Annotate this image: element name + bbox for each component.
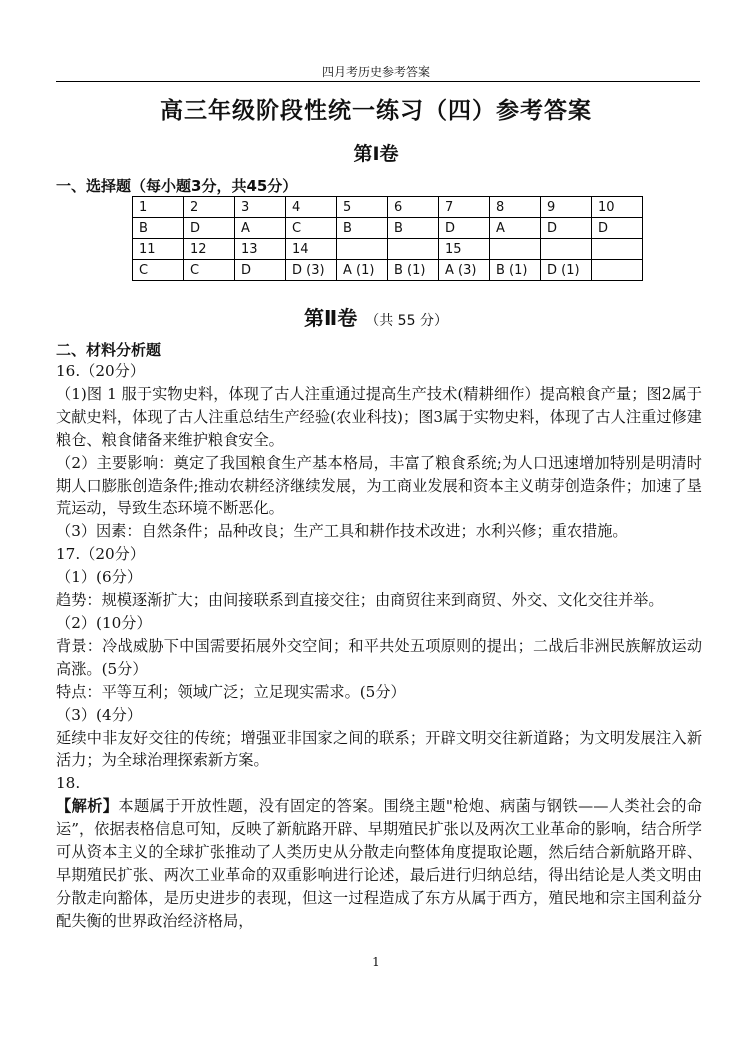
answer-table-cell (592, 260, 643, 281)
answer-table-cell: C (286, 218, 337, 239)
section-two-heading: 二、材料分析题 (56, 341, 162, 359)
answer-table-cell (388, 239, 439, 260)
header-rule (56, 81, 700, 82)
answer-table-row (133, 260, 643, 281)
answer-paragraph: （2）主要影响：奠定了我国粮食生产基本格局，丰富了粮食系统;为人口迅速增加特别是明清时期人口膨胀创造条件;推动农耕经济继续发展，为工商业发展和资本主义萌芽创造条件；加速了垦荒运动，导致生态环境不断恶化。 (56, 453, 702, 518)
answer-paragraph: （1）(6分） (56, 568, 143, 587)
answer-table-cell: B (1) (490, 260, 541, 281)
analysis-label: 【解析】 (56, 797, 119, 816)
answer-table (132, 196, 643, 281)
volume-two-title: 第Ⅱ卷 (304, 306, 358, 330)
answer-table-cell: D (592, 218, 643, 239)
answer-table-cell: 1 (133, 197, 184, 218)
answer-table-cell: D (184, 218, 235, 239)
answer-table-cell: A (3) (439, 260, 490, 281)
answer-table-cell (337, 239, 388, 260)
answer-table-cell: 2 (184, 197, 235, 218)
volume-one-heading: 第Ⅰ卷 (353, 143, 399, 165)
answer-table-cell (541, 239, 592, 260)
answer-paragraph: 特点：平等互利；领域广泛；立足现实需求。(5分） (56, 682, 406, 701)
answer-table-cell: C (184, 260, 235, 281)
answer-table-cell: 4 (286, 197, 337, 218)
answer-table-cell: 13 (235, 239, 286, 260)
answer-paragraph: （1)图 1 服于实物史料，体现了古人注重通过提高生产技术(精耕细作）提高粮食产量；图2属于文献史料，体现了古人注重总结生产经验(农业科技)；图3属于实物史料，体现了古人注重过修建粮仓、粮食储备来维护粮食安全。 (56, 384, 702, 449)
section-one-heading: 一、选择题（每小题3分，共45分） (56, 177, 298, 195)
answer-table-cell: 15 (439, 239, 490, 260)
answer-table-cell: D (541, 218, 592, 239)
answer-table-cell: B (388, 218, 439, 239)
answer-paragraph: 16.（20分） (56, 362, 146, 380)
answer-table-cell (592, 239, 643, 260)
answer-table-cell: B (1) (388, 260, 439, 281)
answer-table-cell: 7 (439, 197, 490, 218)
answer-table-row (133, 239, 643, 260)
answer-paragraph: （3）(4分） (56, 705, 143, 724)
answer-table-cell: 8 (490, 197, 541, 218)
answer-table-row (133, 218, 643, 239)
page-title: 高三年级阶段性统一练习（四）参考答案 (160, 98, 592, 124)
running-header: 四月考历史参考答案 (321, 65, 430, 79)
answer-paragraph: 背景：冷战威胁下中国需要拓展外交空间；和平共处五项原则的提出；二战后非洲民族解放运动高涨。(5分） (56, 636, 702, 678)
answer-table-cell: B (133, 218, 184, 239)
answer-table-cell: 9 (541, 197, 592, 218)
answer-table-cell: B (337, 218, 388, 239)
answer-table-cell: C (133, 260, 184, 281)
answer-table-cell: 5 (337, 197, 388, 218)
answer-table-cell: D (235, 260, 286, 281)
page-number: 1 (372, 955, 380, 969)
volume-two-note: （共 55 分） (365, 313, 448, 329)
answer-table-cell: 14 (286, 239, 337, 260)
answer-table-cell: A (490, 218, 541, 239)
answer-paragraph: 延续中非友好交往的传统；增强亚非国家之间的联系；开辟文明交往新道路；为文明发展注入新活力；为全球治理探索新方案。 (56, 728, 702, 770)
answer-table-cell: A (1) (337, 260, 388, 281)
answer-paragraph: （3）因素：自然条件；品种改良；生产工具和耕作技术改进；水利兴修；重农措施。 (56, 522, 628, 541)
answer-table-cell (490, 239, 541, 260)
answer-table-cell: 10 (592, 197, 643, 218)
answer-table-cell: 12 (184, 239, 235, 260)
answer-body-text (56, 360, 702, 933)
answer-paragraph: 17.（20分） (56, 545, 146, 564)
volume-two-heading (0, 302, 752, 331)
answer-table-cell: 11 (133, 239, 184, 260)
answer-paragraph: （2）(10分） (56, 613, 152, 632)
answer-paragraph: 18. (56, 774, 81, 793)
answer-table-cell: D (3) (286, 260, 337, 281)
analysis-paragraph (56, 795, 702, 932)
answer-paragraph: 趋势：规模逐渐扩大；由间接联系到直接交往；由商贸往来到商贸、外交、文化交往并举。 (56, 591, 664, 610)
answer-table-cell: D (439, 218, 490, 239)
answer-table-cell: 6 (388, 197, 439, 218)
answer-table-cell: 3 (235, 197, 286, 218)
answer-table-cell: D (1) (541, 260, 592, 281)
analysis-text: 本题属于开放性题，没有固定的答案。围绕主题"枪炮、病菌与钢铁——人类社会的命运”，依据表格信息可知，反映了新航路开辟、早期殖民扩张以及两次工业革命的影响，结合所学可从资本主义的全球扩张推动了人类历史从分散走向整体角度提取论题，然后结合新航路开辟、早期殖民扩张、两次工业革命的双重影响进行论述，最后进行归纳总结，得出结论是人类文明由分散走向豁体，是历史进步的表现，但这一过程造成了东方从属于西方，殖民地和宗主国利益分配失衡的世界政治经济格局， (56, 797, 702, 930)
answer-table-cell: A (235, 218, 286, 239)
answer-table-row (133, 197, 643, 218)
